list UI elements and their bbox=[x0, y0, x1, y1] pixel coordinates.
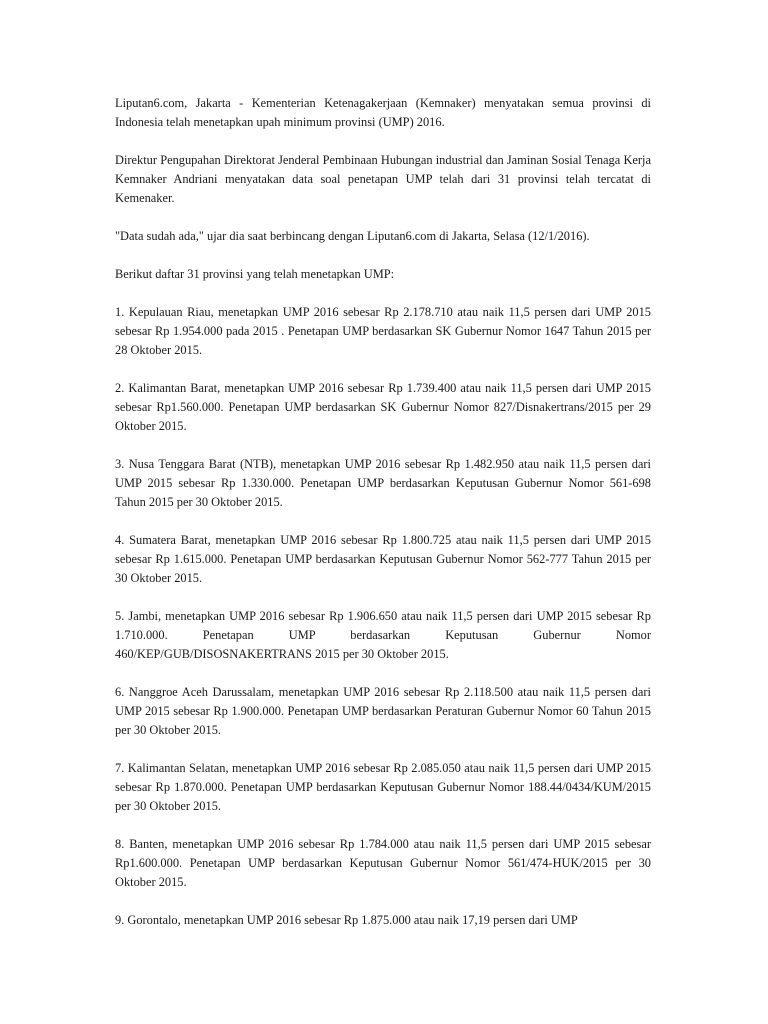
intro-paragraph: Liputan6.com, Jakarta - Kementerian Ketenagakerjaan (Kemnaker) menyatakan semua provinsi di Indonesia telah menetapkan upah minimum provinsi (UMP) 2016. bbox=[115, 96, 651, 129]
director-statement-paragraph: Direktur Pengupahan Direktorat Jenderal Pembinaan Hubungan industrial dan Jaminan Sosial Tenaga Kerja Kemnaker Andriani menyatakan data soal penetapan UMP telah dari 31 provinsi telah tercatat di Kemenaker. bbox=[115, 153, 651, 205]
list-item-ntb: 3. Nusa Tenggara Barat (NTB), menetapkan UMP 2016 sebesar Rp 1.482.950 atau naik 11,5 persen dari UMP 2015 sebesar Rp 1.330.000. Penetapan UMP berdasarkan Keputusan Gubernur Nomor 561-698 Tahun 2015 per 30 Oktober 2015. bbox=[115, 457, 651, 509]
list-item-banten: 8. Banten, menetapkan UMP 2016 sebesar Rp 1.784.000 atau naik 11,5 persen dari UMP 2015 sebesar Rp1.600.000. Penetapan UMP berdasarkan Keputusan Gubernur Nomor 561/474-HUK/2015 per 30 Oktober 2015. bbox=[115, 837, 651, 889]
list-item-kalimantan-barat: 2. Kalimantan Barat, menetapkan UMP 2016 sebesar Rp 1.739.400 atau naik 11,5 persen dari UMP 2015 sebesar Rp1.560.000. Penetapan UMP berdasarkan SK Gubernur Nomor 827/Disnakertrans/2015 per 29 Oktober 2015. bbox=[115, 381, 651, 433]
list-item-sumatera-barat: 4. Sumatera Barat, menetapkan UMP 2016 sebesar Rp 1.800.725 atau naik 11,5 persen dari UMP 2015 sebesar Rp 1.615.000. Penetapan UMP berdasarkan Keputusan Gubernur Nomor 562-777 Tahun 2015 per 30 Oktober 2015. bbox=[115, 533, 651, 585]
list-item-gorontalo: 9. Gorontalo, menetapkan UMP 2016 sebesar Rp 1.875.000 atau naik 17,19 persen dari UMP bbox=[115, 913, 578, 927]
document-page bbox=[115, 94, 651, 930]
quote-paragraph: "Data sudah ada," ujar dia saat berbincang dengan Liputan6.com di Jakarta, Selasa (12/1/2016). bbox=[115, 229, 590, 243]
list-item-kalimantan-selatan: 7. Kalimantan Selatan, menetapkan UMP 2016 sebesar Rp 2.085.050 atau naik 11,5 persen dari UMP 2015 sebesar Rp 1.870.000. Penetapan UMP berdasarkan Keputusan Gubernur Nomor 188.44/0434/KUM/2015 per 30 Oktober 2015. bbox=[115, 761, 651, 813]
list-intro-paragraph: Berikut daftar 31 provinsi yang telah menetapkan UMP: bbox=[115, 267, 395, 281]
list-item-aceh: 6. Nanggroe Aceh Darussalam, menetapkan UMP 2016 sebesar Rp 2.118.500 atau naik 11,5 persen dari UMP 2015 sebesar Rp 1.900.000. Penetapan UMP berdasarkan Peraturan Gubernur Nomor 60 Tahun 2015 per 30 Oktober 2015. bbox=[115, 685, 651, 737]
list-item-jambi: 5. Jambi, menetapkan UMP 2016 sebesar Rp 1.906.650 atau naik 11,5 persen dari UMP 2015 sebesar Rp 1.710.000. Penetapan UMP berdasarkan Keputusan Gubernur Nomor 460/KEP/GUB/DISOSNAKERTRANS 2015 per 30 Oktober 2015. bbox=[115, 609, 651, 661]
list-item-kepulauan-riau: 1. Kepulauan Riau, menetapkan UMP 2016 sebesar Rp 2.178.710 atau naik 11,5 persen dari UMP 2015 sebesar Rp 1.954.000 pada 2015 . Penetapan UMP berdasarkan SK Gubernur Nomor 1647 Tahun 2015 per 28 Oktober 2015. bbox=[115, 305, 651, 357]
